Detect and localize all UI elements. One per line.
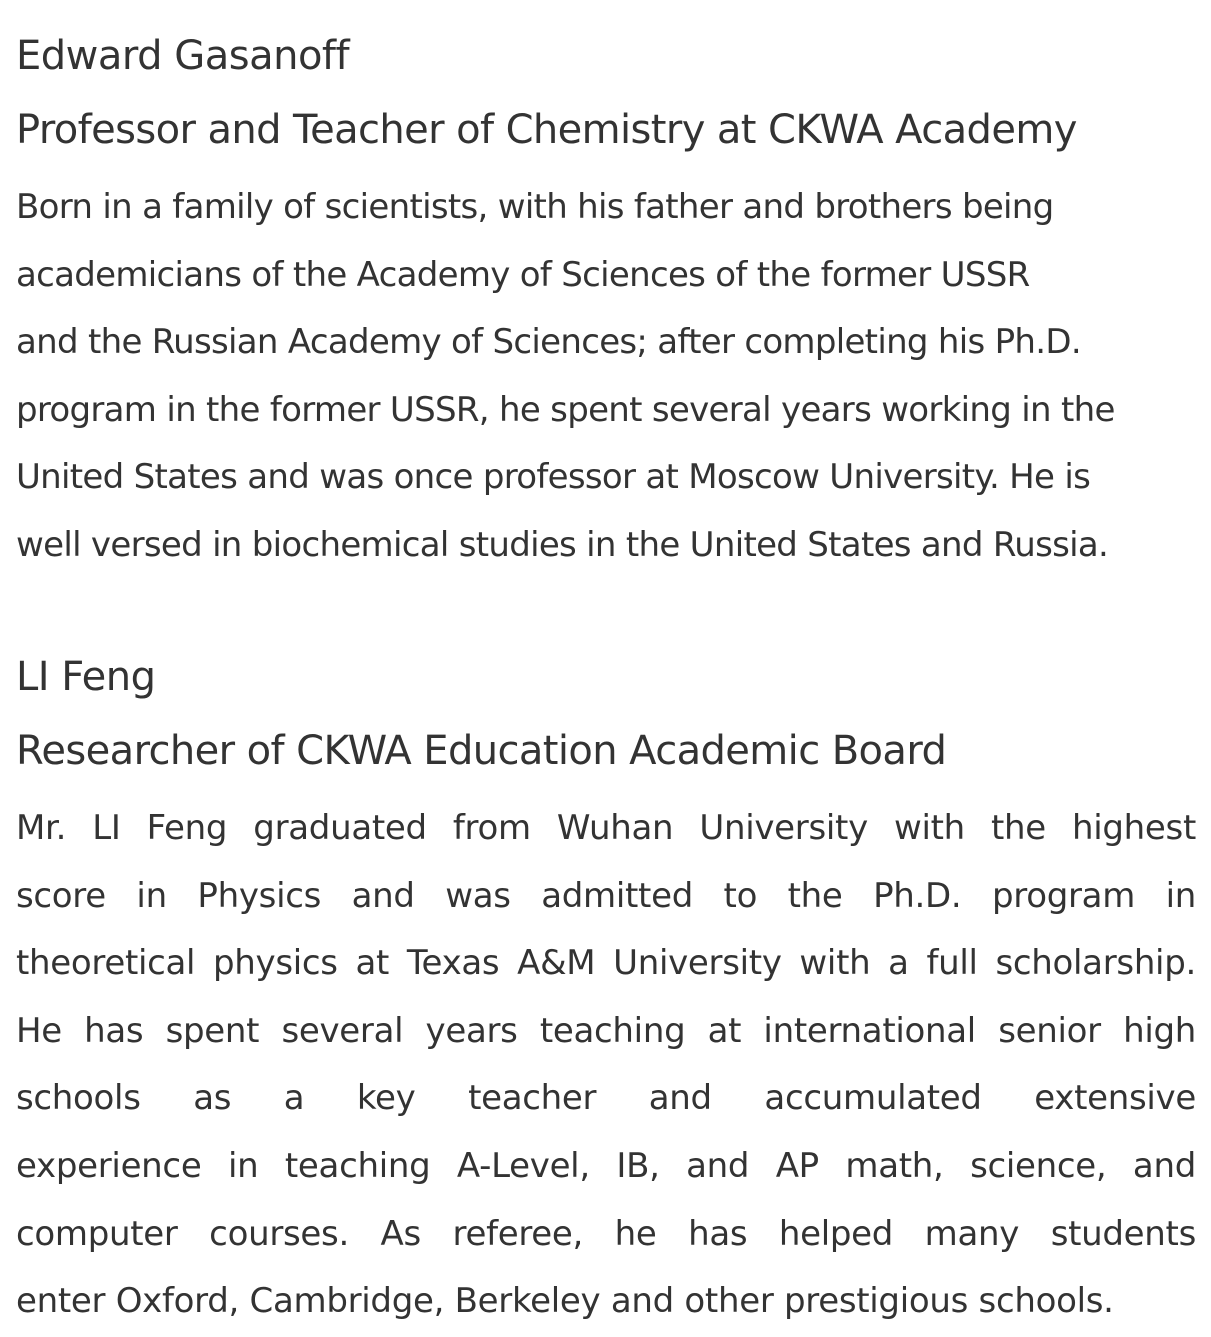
profile-role: Professor and Teacher of Chemistry at CKWA Academy xyxy=(16,107,1077,153)
bio-line: theoretical physics at Texas A&M University with a full scholarship. xyxy=(16,943,1196,984)
bio-line: score in Physics and was admitted to the Ph.D. program in xyxy=(16,875,1196,916)
bio-line: program in the former USSR, he spent several years working in the xyxy=(16,389,1115,430)
bio-line: and the Russian Academy of Sciences; after completing his Ph.D. xyxy=(16,322,1081,363)
profile-name: Edward Gasanoff xyxy=(16,33,350,79)
bio-line: United States and was once professor at Moscow University. He is xyxy=(16,457,1091,498)
bio-line: computer courses. As referee, he has helped many students xyxy=(16,1213,1196,1254)
bio-line: enter Oxford, Cambridge, Berkeley and other prestigious schools. xyxy=(16,1281,1114,1322)
profile-role: Researcher of CKWA Education Academic Board xyxy=(16,728,947,774)
bio-line: Mr. LI Feng graduated from Wuhan University with the highest xyxy=(16,808,1196,848)
profile-bio xyxy=(16,174,1196,580)
profile-edward-gasanoff xyxy=(16,30,1196,580)
bio-line: Born in a family of scientists, with his father and brothers being xyxy=(16,187,1054,227)
profile-li-feng xyxy=(16,651,1196,1336)
bio-line: experience in teaching A-Level, IB, and AP math, science, and xyxy=(16,1145,1196,1186)
bio-line: well versed in biochemical studies in the United States and Russia. xyxy=(16,524,1109,565)
profile-name: LI Feng xyxy=(16,654,156,700)
bio-line: academicians of the Academy of Sciences of the former USSR xyxy=(16,254,1030,295)
bio-line: schools as a key teacher and accumulated extensive xyxy=(16,1078,1196,1119)
bio-line: He has spent several years teaching at international senior high xyxy=(16,1010,1196,1051)
profile-bio xyxy=(16,795,1196,1336)
